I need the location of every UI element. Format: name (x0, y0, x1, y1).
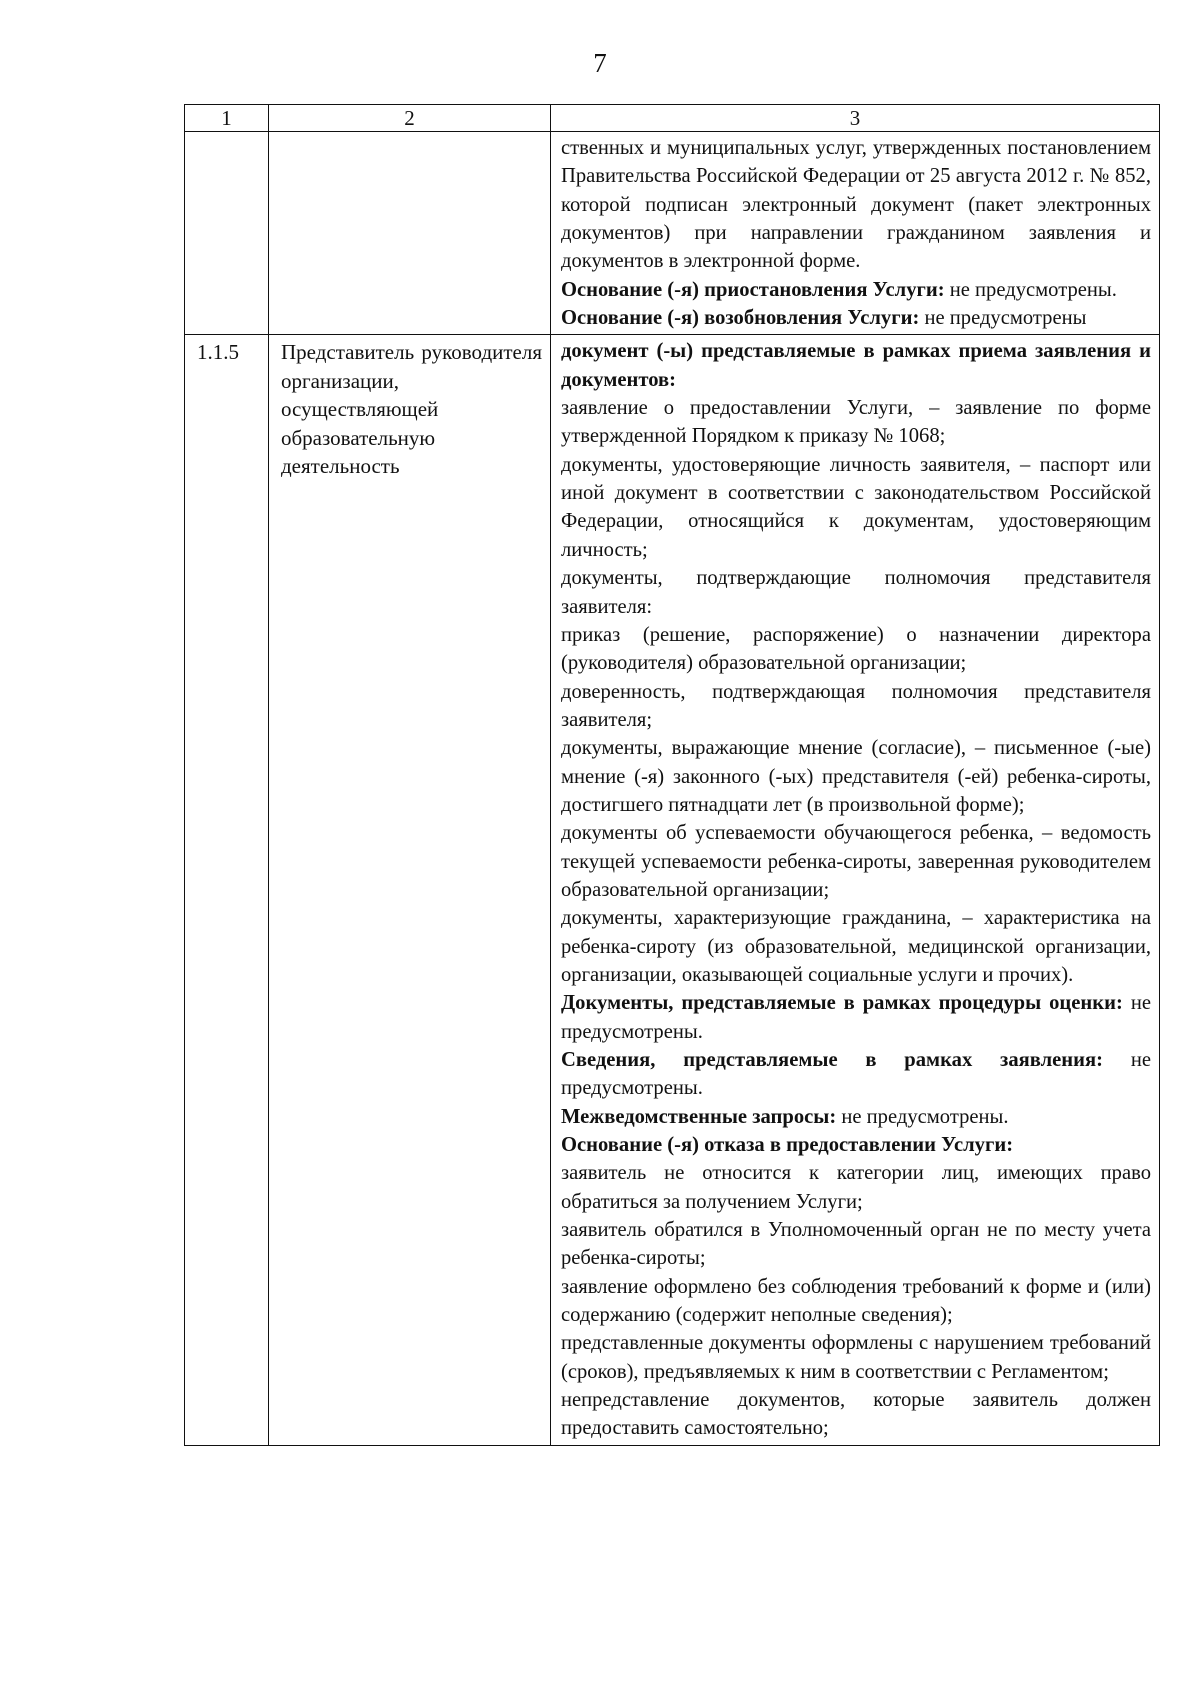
paragraph: Основание (-я) отказа в предоставлении Услуги: (561, 1134, 1014, 1157)
paragraph: документы, характеризующие гражданина, – характеристика на ребенка-сироту (из образовательной, медицинской организации, организации, оказывающей социальные услуги и прочих). (561, 907, 1151, 986)
table-row (185, 335, 1160, 1445)
page-number: 7 (593, 48, 607, 78)
paragraph: доверенность, подтверждающая полномочия представителя заявителя; (561, 680, 1151, 731)
paragraph: представленные документы оформлены с нарушением требований (сроков), предъявляемых к ним в соответствии с Регламентом; (561, 1332, 1151, 1383)
document-table (184, 104, 1160, 1446)
paragraph: Сведения, представляемые в рамках заявления: не предусмотрены. (561, 1049, 1151, 1100)
content-cell (551, 132, 1160, 335)
paragraph: заявитель обратился в Уполномоченный орган не по месту учета ребенка-сироты; (561, 1219, 1151, 1270)
paragraph: заявление о предоставлении Услуги, – заявление по форме утвержденной Порядком к приказу № 1068; (561, 397, 1151, 448)
paragraph: Межведомственные запросы: не предусмотрены. (561, 1105, 1009, 1128)
subject-cell: Представитель руководителя организации, осуществляющей образовательную деятельность (269, 335, 551, 1445)
table-row (185, 132, 1160, 335)
paragraph: ственных и муниципальных услуг, утвержденных постановлением Правительства Российской Федерации от 25 августа 2012 г. № 852, которой подписан электронный документ (пакет электронных документов) при направлении гражданином заявления и документов в электронной форме. (561, 137, 1151, 273)
paragraph: Документы, представляемые в рамках процедуры оценки: не предусмотрены. (561, 992, 1151, 1043)
paragraph: приказ (решение, распоряжение) о назначении директора (руководителя) образовательной организации; (561, 623, 1151, 675)
paragraph: Основание (-я) приостановления Услуги: не предусмотрены. (561, 278, 1117, 301)
content-cell (551, 335, 1160, 1445)
header-cell-2: 2 (269, 105, 551, 132)
paragraph: заявление оформлено без соблюдения требований к форме и (или) содержанию (содержит неполные сведения); (561, 1275, 1151, 1327)
paragraph: заявитель не относится к категории лиц, имеющих право обратиться за получением Услуги; (561, 1162, 1151, 1213)
paragraph: документы, подтверждающие полномочия представителя заявителя: (561, 567, 1151, 618)
paragraph: Основание (-я) возобновления Услуги: не предусмотрены (561, 307, 1087, 330)
paragraph: документы, выражающие мнение (согласие), – письменное (-ые) мнение (-я) законного (-ых) представителя (-ей) ребенка-сироты, достигшего пятнадцати лет (в произвольной форме); (561, 737, 1151, 816)
row-number-cell (185, 132, 269, 335)
subject-cell (269, 132, 551, 335)
table-header-row (185, 105, 1160, 132)
header-cell-1: 1 (185, 105, 269, 132)
paragraph: непредставление документов, которые заявитель должен предоставить самостоятельно; (561, 1389, 1151, 1440)
paragraph: документы об успеваемости обучающегося ребенка, – ведомость текущей успеваемости ребенка-сироты, заверенная руководителем образовательной организации; (561, 822, 1151, 901)
paragraph: документы, удостоверяющие личность заявителя, – паспорт или иной документ в соответствии с законодательством Российской Федерации, относящийся к документам, удостоверяющим личность; (561, 453, 1151, 561)
paragraph: документ (-ы) представляемые в рамках приема заявления и документов: (561, 340, 1151, 391)
header-cell-3: 3 (551, 105, 1160, 132)
row-number-cell: 1.1.5 (185, 335, 269, 1445)
